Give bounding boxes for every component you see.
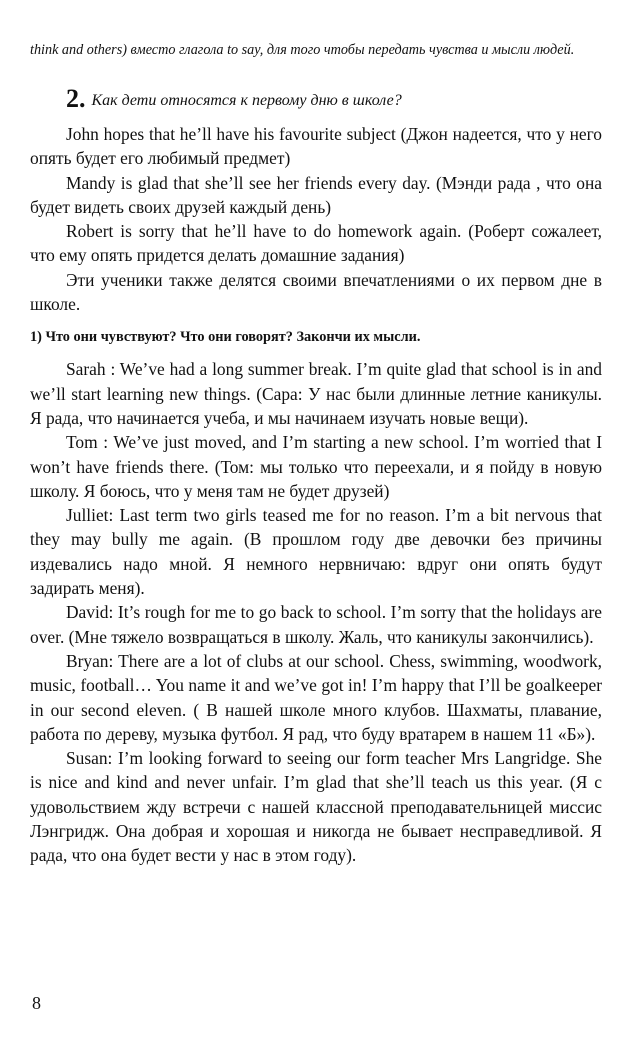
page-content — [30, 38, 602, 868]
paragraph: Mandy is glad that she’ll see her friends every day. (Мэнди рада , что она будет видеть своих друзей каждый день) — [30, 172, 602, 217]
paragraph: Sarah : We’ve had a long summer break. I’m quite glad that school is in and we’ll start learning new things. (Сара: У нас были длинные летние каникулы. Я рада, что начинается учеба, и мы начинаем изучать новые вещи). — [30, 359, 602, 428]
exercise-subheading: 1) Что они чувствуют? Что они говорят? Закончи их мысли. — [30, 329, 421, 346]
section-heading — [66, 84, 602, 116]
paragraph: Julliet: Last term two girls teased me for no reason. I’m a bit nervous that they may bully me again. (В прошлом году две девочки без причины издевались надо мной. Я немного нервничаю: вдруг они опять будут задирать меня). — [30, 505, 602, 599]
paragraph: Bryan: There are a lot of clubs at our school. Chess, swimming, woodwork, music, football… You name it and we’ve got in! I’m happy that I’ll be goalkeeper in our second eleven. ( В нашей школе много клубов. Шахматы, плавание, работа по дереву, музыка футбол. Я рад, что буду вратарем в нашем 11 «Б»). — [30, 650, 602, 744]
paragraph: David: It’s rough for me to go back to school. I’m sorry that the holidays are over. (Мне тяжело возвращаться в школу. Жаль, что каникулы закончились). — [30, 602, 602, 647]
paragraph: Эти ученики также делятся своими впечатлениями о их первом дне в школе. — [30, 269, 602, 315]
paragraph: Robert is sorry that he’ll have to do homework again. (Роберт сожалеет, что ему опять придется делать домашние задания) — [30, 221, 602, 266]
intro-text: think and others) вместо глагола to say, для того чтобы передать чувства и мысли людей. — [30, 42, 575, 58]
paragraph: Tom : We’ve just moved, and I’m starting a new school. I’m worried that I won’t have friends there. (Том: мы только что переехали, и я пойду в новую школу. Я боюсь, что у меня там не будет друзей) — [30, 432, 602, 501]
paragraph: Susan: I’m looking forward to seeing our form teacher Mrs Langridge. She is nice and kind and never unfair. I’m glad that she’ll teach us this year. (Я с удовольствием жду встречи с нашей классной преподавательницей миссис Лэнгридж. Она добрая и хорошая и никогда не бывает несправедливой. Я рада, что она будет вести у нас в этом году). — [30, 748, 602, 866]
section-title: Как дети относятся к первому дню в школе? — [91, 92, 402, 109]
page-number: 8 — [32, 993, 41, 1013]
section-number: 2. — [66, 84, 86, 113]
paragraph: John hopes that he’ll have his favourite subject (Джон надеется, что у него опять будет его любимый предмет) — [30, 124, 602, 169]
